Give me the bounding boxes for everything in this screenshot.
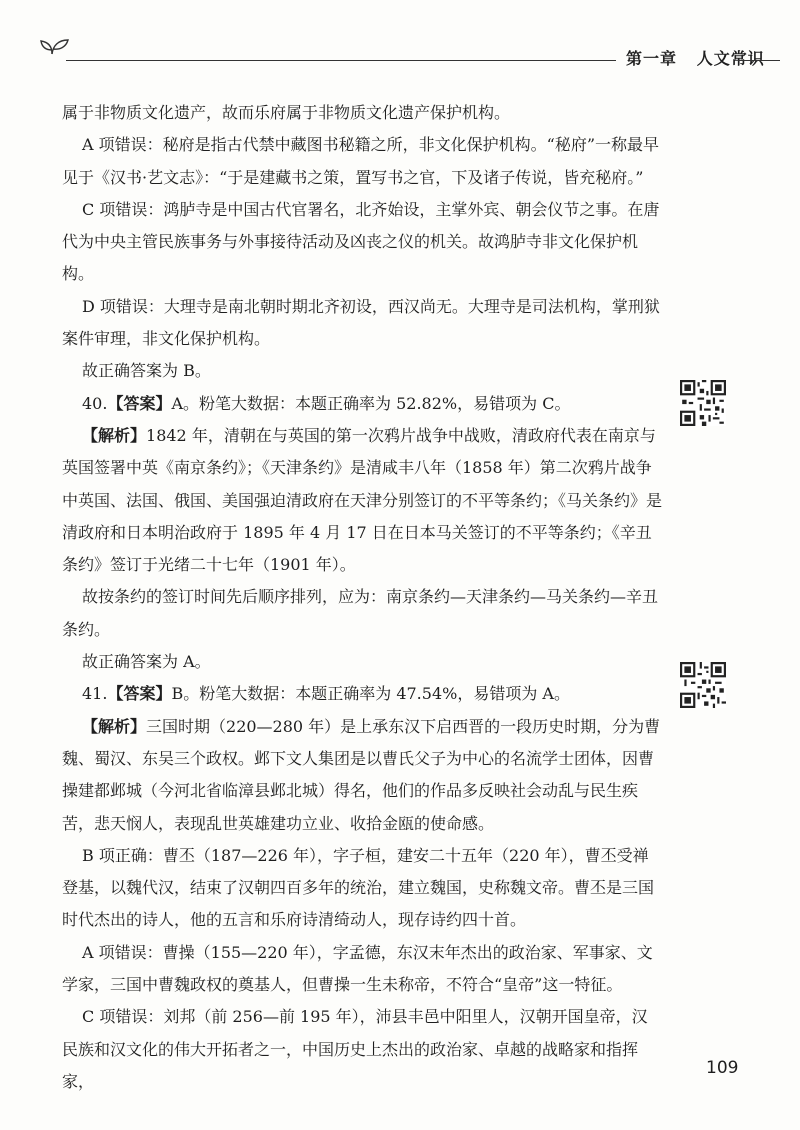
chapter-title: 人文常识	[696, 49, 765, 68]
paragraph: 属于非物质文化遗产，故而乐府属于非物质文化遗产保护机构。	[62, 103, 511, 122]
chapter-heading	[626, 46, 765, 69]
paragraph: C 项错误：刘邦（前 256—前 195 年），沛县丰邑中阳里人，汉朝开国皇帝，汉民族和汉文化的伟大开拓者之一，中国历史上杰出的政治家、卓越的战略家和指挥家，	[62, 1007, 648, 1091]
analysis-tag: 【解析】	[82, 425, 147, 445]
analysis-paragraph: 【解析】1842 年，清朝在与英国的第一次鸦片战争中战败，清政府代表在南京与英国签署中英《南京条约》；《天津条约》是清咸丰八年（1858 年）第二次鸦片战争中英国、法国、俄国、美国强迫清政府在天津分别签订的不平等条约；《马关条约》是清政府和日本明治政府于 1895 年 4 月 17 日在日本马关签订的不平等条约；《辛丑条约》签订于光绪二十七年（1901 年）。	[62, 425, 663, 575]
answer-line: 40.【答案】A。粉笔大数据：本题正确率为 52.82%，易错项为 C。	[82, 393, 571, 413]
paragraph: 故正确答案为 B。	[82, 361, 211, 381]
paragraph: B 项正确：曹丕（187—226 年），字子桓，建安二十五年（220 年），曹丕受禅登基，以魏代汉，结束了汉朝四百多年的统治，建立魏国，史称魏文帝。曹丕是三国时代杰出的诗人，他的五言和乐府诗清绮动人，现存诗约四十首。	[62, 845, 655, 930]
page-header	[38, 30, 780, 70]
answer-line: 41.【答案】B。粉笔大数据：本题正确率为 47.54%，易错项为 A。	[82, 684, 570, 704]
paragraph: 故正确答案为 A。	[82, 652, 211, 672]
page-body	[62, 97, 662, 1098]
qr-code-icon[interactable]	[680, 662, 726, 708]
analysis-paragraph: 【解析】三国时期（220—280 年）是上承东汉下启西晋的一段历史时期，分为曹魏、蜀汉、东吴三个政权。邺下文人集团是以曹氏父子为中心的名流学士团体，因曹操建都邺城（今河北省临漳县邺北城）得名，他们的作品多反映社会动乱与民生疾苦，悲天悯人，表现乱世英雄建功立业、收拾金瓯的使命感。	[62, 716, 661, 833]
paragraph: 故按条约的签订时间先后顺序排列，应为：南京条约—天津条约—马关条约—辛丑条约。	[62, 587, 659, 639]
chapter-number: 第一章	[626, 49, 678, 68]
qr-code-icon[interactable]	[680, 380, 726, 426]
analysis-tag: 【解析】	[82, 716, 147, 736]
sprout-icon	[38, 36, 72, 56]
header-rule-right	[738, 60, 780, 61]
answer-tag: 【答案】	[107, 393, 172, 413]
header-rule-left	[66, 60, 616, 61]
answer-tag: 【答案】	[107, 684, 172, 704]
paragraph: A 项错误：秘府是指古代禁中藏图书秘籍之所，非文化保护机构。“秘府”一称最早见于《汉书·艺文志》：“于是建藏书之策，置写书之官，下及诸子传说，皆充秘府。”	[62, 135, 660, 187]
page-number: 109	[706, 1058, 739, 1078]
paragraph: A 项错误：曹操（155—220 年），字孟德，东汉末年杰出的政治家、军事家、文学家，三国中曹魏政权的奠基人，但曹操一生未称帝，不符合“皇帝”这一特征。	[62, 942, 653, 995]
paragraph: C 项错误：鸿胪寺是中国古代官署名，北齐始设，主掌外宾、朝会仪节之事。在唐代为中央主管民族事务与外事接待活动及凶丧之仪的机关。故鸿胪寺非文化保护机构。	[62, 199, 660, 284]
paragraph: D 项错误：大理寺是南北朝时期北齐初设，西汉尚无。大理寺是司法机构，掌刑狱案件审理，非文化保护机构。	[62, 296, 660, 349]
